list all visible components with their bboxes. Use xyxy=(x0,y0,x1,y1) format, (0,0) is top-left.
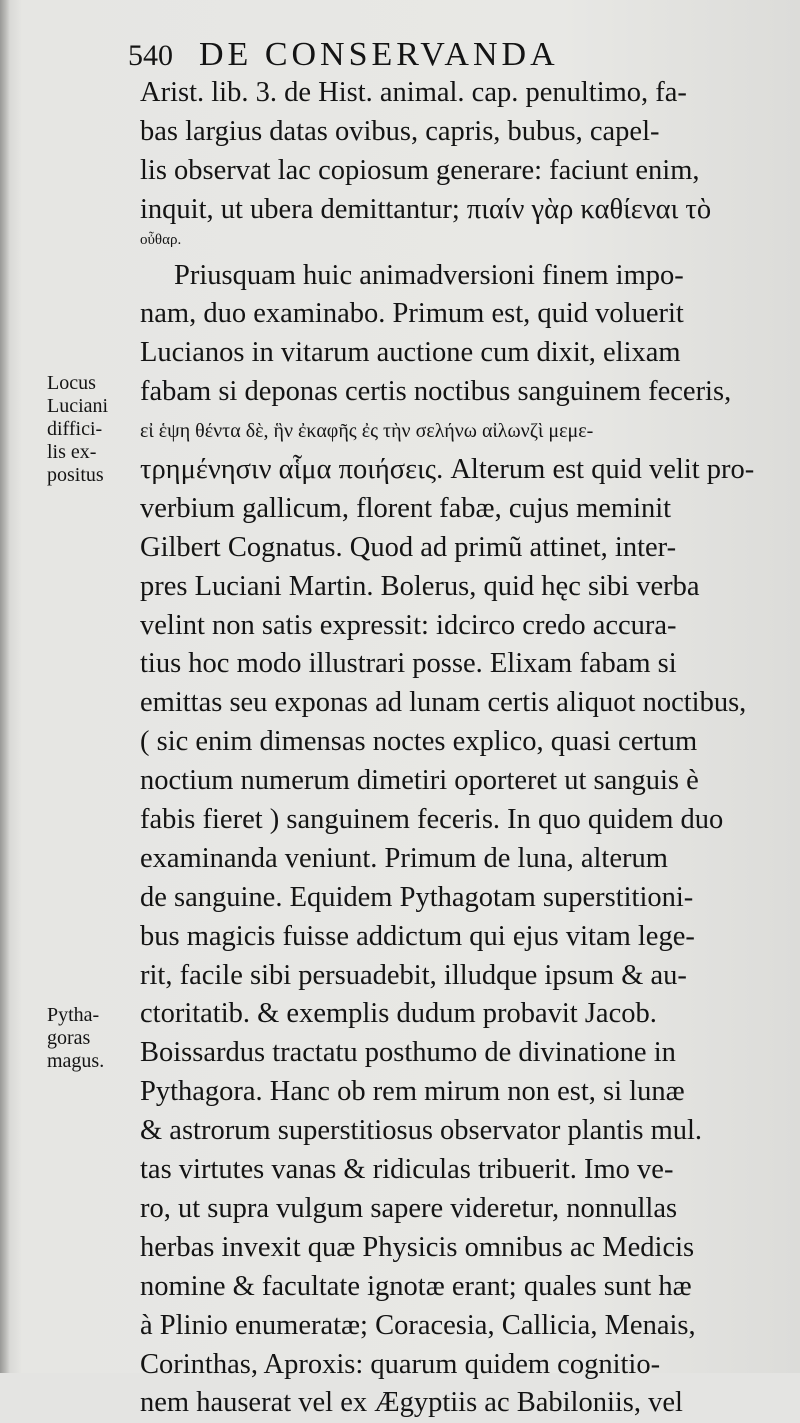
text-line: nem hauserat vel ex Ægyptiis ac Babiloniis, vel xyxy=(140,1387,683,1419)
body-text xyxy=(140,74,760,1423)
text-line: fabam si deponas certis noctibus sanguinem feceris, xyxy=(140,376,732,408)
text-line: herbas invexit quæ Physicis omnibus ac Medicis xyxy=(140,1231,695,1263)
text-line: nomine & facultate ignotæ erant; quales sunt hæ xyxy=(140,1270,692,1302)
margin-note-line: Pytha- xyxy=(47,1004,100,1026)
text-line: à Plinio enumeratæ; Coracesia, Callicia, Menais, xyxy=(140,1309,696,1341)
text-line: noctium numerum dimetiri oporteret ut sanguis è xyxy=(140,765,699,797)
text-line: nam, duo examinabo. Primum est, quid voluerit xyxy=(140,298,684,330)
margin-note-line: positus xyxy=(47,464,104,486)
margin-note-line: lis ex- xyxy=(47,441,97,463)
margin-note-line: Luciani xyxy=(47,395,109,417)
text-line: Boissardus tractatu posthumo de divinatione in xyxy=(140,1037,676,1069)
text-line: bas largius datas ovibus, capris, bubus, capel- xyxy=(140,115,660,147)
text-line: examinanda veniunt. Primum de luna, alterum xyxy=(140,842,668,874)
text-line: ro, ut supra vulgum sapere videretur, nonnullas xyxy=(140,1192,678,1224)
text-line: bus magicis fuisse addictum qui ejus vitam lege- xyxy=(140,920,695,952)
text-line: emittas seu exponas ad lunam certis aliquot noctibus, xyxy=(140,687,747,719)
text-line: Arist. lib. 3. de Hist. animal. cap. penultimo, fa- xyxy=(140,77,687,108)
text-line: pres Luciani Martin. Bolerus, quid hęc sibi verba xyxy=(140,570,700,602)
text-line: Corinthas, Aproxis: quarum quidem cognitio- xyxy=(140,1348,661,1380)
text-line: de sanguine. Equidem Pythagotam superstitioni- xyxy=(140,881,694,913)
text-line: inquit, ut ubera demittantur; πιαίν γὰρ καθίεναι τὸ xyxy=(140,193,712,225)
text-line: τρημένησιν αἷμα ποιήσεις. Alterum est quid velit pro- xyxy=(140,454,755,486)
margin-note-line: goras xyxy=(47,1027,91,1049)
text-line: lis observat lac copiosum generare: faciunt enim, xyxy=(140,154,700,186)
text-line: εἰ ἑψη θέντα δὲ, ἣν ἐκαφῆς ἐς τὴν σελήνω αἰλωνζὶ μεμε- xyxy=(140,420,594,443)
text-line: verbium gallicum, florent fabæ, cujus meminit xyxy=(140,492,672,524)
running-title: DE CONSERVANDA xyxy=(199,36,559,73)
text-line: ( sic enim dimensas noctes explico, quasi certum xyxy=(140,726,698,758)
margin-note xyxy=(47,1004,104,1073)
text-line: οὖθαρ. xyxy=(140,231,182,248)
text-line: velint non satis expressit: idcirco credo accura- xyxy=(140,609,677,641)
text-line: rit, facile sibi persuadebit, illudque ipsum & au- xyxy=(140,959,687,991)
text-line: tius hoc modo illustrari posse. Elixam fabam si xyxy=(140,648,677,680)
text-line: Priusquam huic animadversioni finem impo- xyxy=(174,259,684,291)
text-line: Gilbert Cognatus. Quod ad primũ attinet, inter- xyxy=(140,531,677,563)
page-number: 540 xyxy=(128,39,173,72)
margin-note-line: magus. xyxy=(47,1050,105,1072)
text-line: tas virtutes vanas & ridiculas tribuerit. Imo ve- xyxy=(140,1154,674,1186)
text-line: ctoritatib. & exemplis dudum probavit Jacob. xyxy=(140,998,657,1030)
text-line: Lucianos in vitarum auctione cum dixit, elixam xyxy=(140,337,681,369)
margin-note-line: Locus xyxy=(47,372,96,394)
text-line: fabis fieret ) sanguinem feceris. In quo quidem duo xyxy=(140,804,724,836)
margin-note-line: diffici- xyxy=(47,418,103,440)
text-line: & astrorum superstitiosus observator plantis mul. xyxy=(140,1115,703,1147)
text-line: Pythagora. Hanc ob rem mirum non est, si lunæ xyxy=(140,1076,685,1108)
margin-note xyxy=(47,372,108,487)
